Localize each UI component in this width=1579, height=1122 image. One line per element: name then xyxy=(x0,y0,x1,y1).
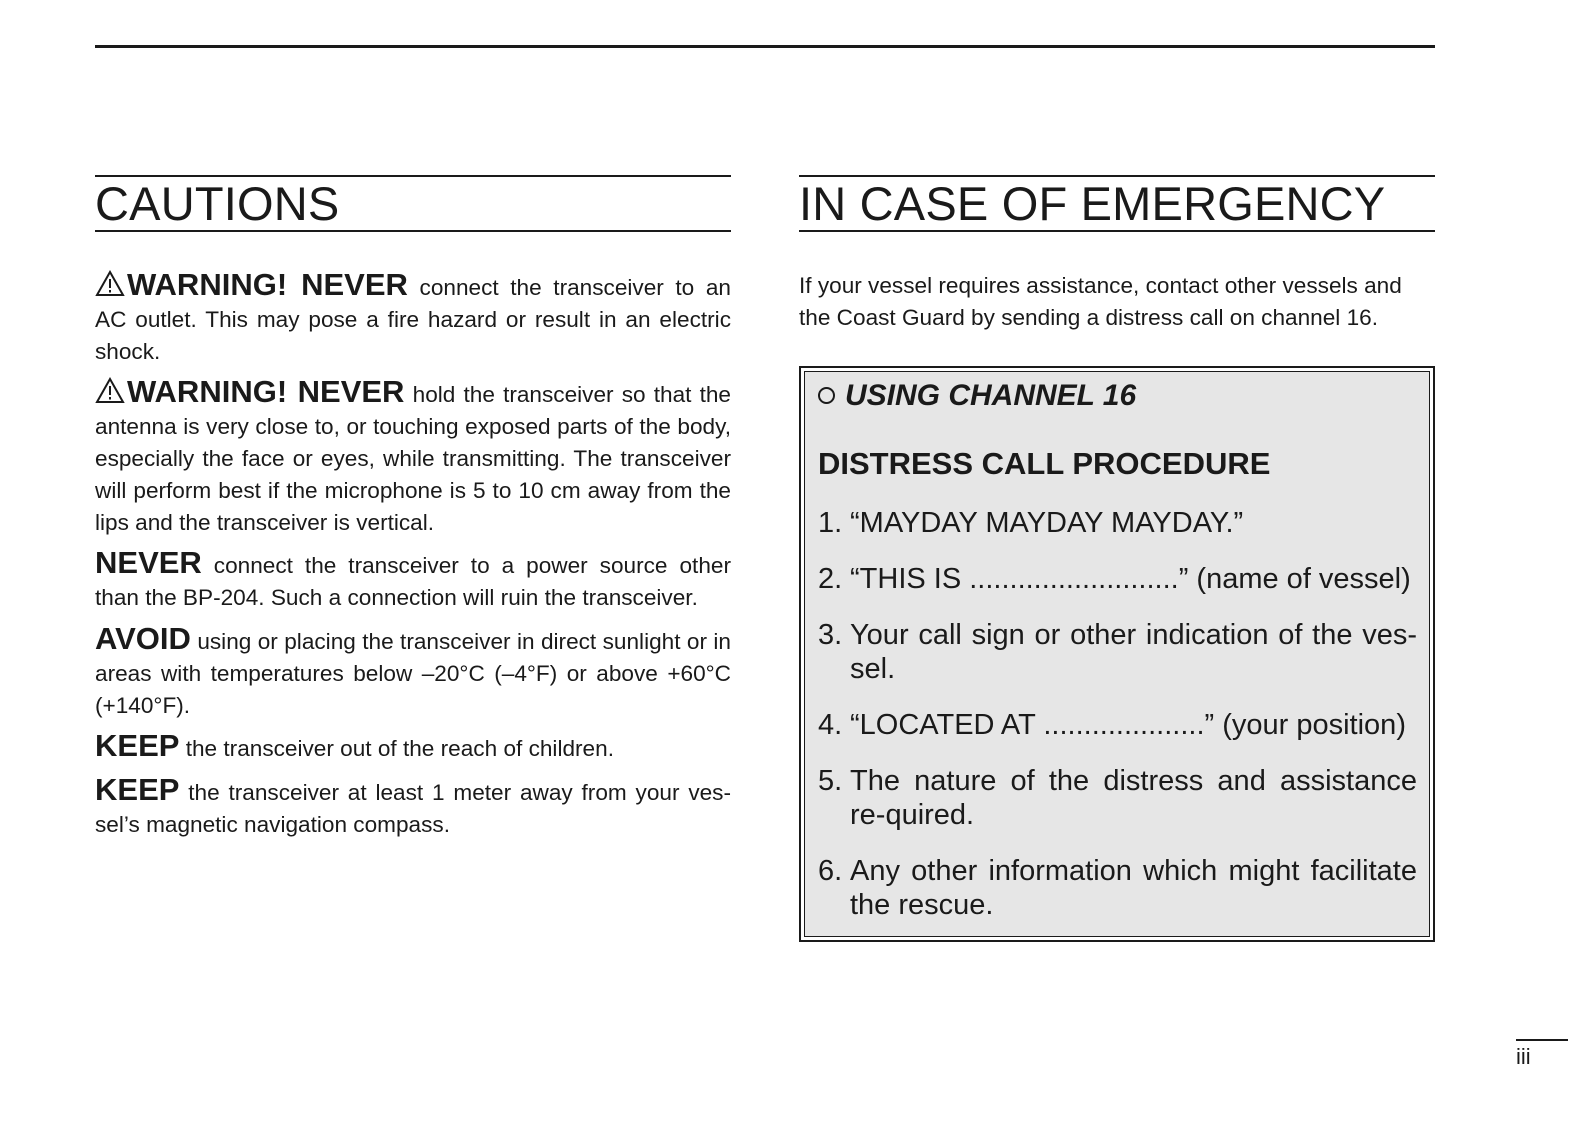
list-item xyxy=(818,506,1417,540)
caution-text: connect the transceiver to an AC outlet. This may pose a fire hazard or result in an electric shock. xyxy=(95,275,731,364)
caution-text: connect the transceiver to a power source other than the BP-204. Such a connection will ruin the transceiver. xyxy=(95,553,731,611)
box-subtitle xyxy=(818,376,1417,416)
step-text: “MAYDAY MAYDAY MAYDAY.” xyxy=(850,506,1244,539)
list-item xyxy=(818,618,1417,686)
caution-keyword: NEVER xyxy=(95,545,202,581)
page-number: iii xyxy=(1516,1044,1531,1069)
circle-bullet-icon xyxy=(818,387,835,404)
caution-item xyxy=(95,620,731,721)
caution-item xyxy=(95,376,731,538)
caution-keyword: WARNING! NEVER xyxy=(127,267,408,302)
distress-steps-list xyxy=(818,506,1417,922)
caution-item xyxy=(95,730,731,765)
warning-triangle-icon xyxy=(95,377,125,404)
list-item xyxy=(818,764,1417,832)
step-number: 3. xyxy=(818,618,843,651)
warning-triangle-icon xyxy=(95,270,125,297)
list-item xyxy=(818,854,1417,922)
emergency-title: IN CASE OF EMERGENCY xyxy=(799,175,1435,232)
step-text: Your call sign or other indication of the ves-sel. xyxy=(850,618,1417,685)
distress-procedure-box-inner xyxy=(804,371,1430,937)
caution-keyword: WARNING! NEVER xyxy=(127,374,405,410)
caution-keyword: KEEP xyxy=(95,728,180,764)
cautions-section xyxy=(95,175,731,841)
caution-keyword: KEEP xyxy=(95,772,180,808)
step-text: “THIS IS ..........................” (name of vessel) xyxy=(850,562,1411,595)
top-rule xyxy=(95,45,1435,48)
caution-item xyxy=(95,547,731,614)
caution-item xyxy=(95,269,731,367)
step-text: The nature of the distress and assistance re-quired. xyxy=(850,764,1417,831)
cautions-title: CAUTIONS xyxy=(95,175,731,232)
distress-procedure-box xyxy=(799,366,1435,942)
emergency-section xyxy=(799,175,1435,942)
box-heading: DISTRESS CALL PROCEDURE xyxy=(818,445,1271,481)
caution-text: the transceiver at least 1 meter away from your ves-sel’s magnetic navigation compass. xyxy=(95,780,731,837)
caution-text: hold the transceiver so that the antenna is very close to, or touching exposed parts of the body, especially the face or eyes, while transmitting. The transceiver will perform best if the microphone is 5 to 10 cm away from the lips and the transceiver is vertical. xyxy=(95,382,731,535)
step-number: 5. xyxy=(818,764,843,797)
step-number: 2. xyxy=(818,562,843,595)
box-subtitle-text: USING CHANNEL 16 xyxy=(845,378,1137,412)
caution-text: the transceiver out of the reach of children. xyxy=(185,736,614,762)
step-text: Any other information which might facilitate the rescue. xyxy=(850,854,1417,921)
list-item xyxy=(818,708,1417,742)
emergency-intro: If your vessel requires assistance, contact other vessels and the Coast Guard by sending a distress call on channel 16. xyxy=(799,273,1402,330)
step-number: 4. xyxy=(818,708,843,741)
step-text: “LOCATED AT ....................” (your position) xyxy=(850,708,1406,741)
step-number: 6. xyxy=(818,854,843,887)
page-number-rule xyxy=(1516,1039,1568,1041)
list-item xyxy=(818,562,1417,596)
caution-item xyxy=(95,774,731,841)
step-number: 1. xyxy=(818,506,843,539)
caution-keyword: AVOID xyxy=(95,620,191,656)
caution-text: using or placing the transceiver in direct sunlight or in areas with temperatures below –20°C (–4°F) or above +60°C (+140°F). xyxy=(95,628,731,718)
